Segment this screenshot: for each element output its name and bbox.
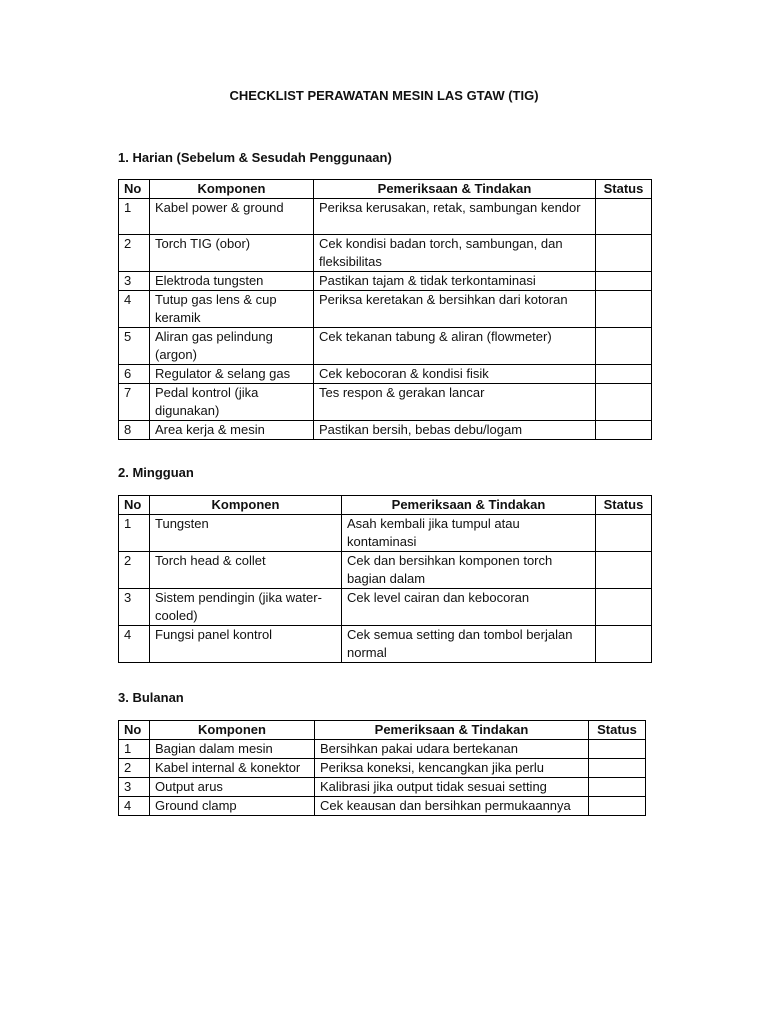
- status-cell[interactable]: [596, 421, 652, 440]
- row-no: 1: [119, 515, 150, 552]
- table-row: [119, 365, 652, 384]
- row-komponen: Tungsten: [150, 515, 342, 552]
- column-header-komponen: Komponen: [150, 180, 314, 199]
- row-tindakan: Kalibrasi jika output tidak sesuai setting: [315, 778, 589, 797]
- status-cell[interactable]: [596, 328, 652, 365]
- column-header-komponen: Komponen: [150, 721, 315, 740]
- row-no: 3: [119, 778, 150, 797]
- column-header-status: Status: [596, 496, 652, 515]
- row-komponen: Aliran gas pelindung (argon): [150, 328, 314, 365]
- page-title: CHECKLIST PERAWATAN MESIN LAS GTAW (TIG): [229, 88, 539, 103]
- column-header-no: No: [119, 180, 150, 199]
- table-row: [119, 552, 652, 589]
- table-row: [119, 778, 646, 797]
- table-header-row: [119, 496, 652, 515]
- row-tindakan: Pastikan bersih, bebas debu/logam: [314, 421, 596, 440]
- row-tindakan: Cek dan bersihkan komponen torch bagian dalam: [342, 552, 596, 589]
- table-row: [119, 199, 652, 235]
- column-header-no: No: [119, 721, 150, 740]
- row-komponen: Torch TIG (obor): [150, 235, 314, 272]
- column-header-pemeriksaan: Pemeriksaan & Tindakan: [314, 180, 596, 199]
- table-header-row: [119, 721, 646, 740]
- status-cell[interactable]: [596, 199, 652, 235]
- row-no: 1: [119, 740, 150, 759]
- row-no: 4: [119, 797, 150, 816]
- column-header-status: Status: [589, 721, 646, 740]
- row-tindakan: Periksa keretakan & bersihkan dari kotoran: [314, 291, 596, 328]
- table-row: [119, 328, 652, 365]
- row-tindakan: Pastikan tajam & tidak terkontaminasi: [314, 272, 596, 291]
- row-tindakan: Periksa koneksi, kencangkan jika perlu: [315, 759, 589, 778]
- row-komponen: Torch head & collet: [150, 552, 342, 589]
- section-title-harian: 1. Harian (Sebelum & Sesudah Penggunaan): [118, 150, 392, 165]
- row-tindakan: Cek keausan dan bersihkan permukaannya: [315, 797, 589, 816]
- table-row: [119, 589, 652, 626]
- row-no: 4: [119, 626, 150, 663]
- status-cell[interactable]: [596, 365, 652, 384]
- row-no: 2: [119, 759, 150, 778]
- row-komponen: Elektroda tungsten: [150, 272, 314, 291]
- status-cell[interactable]: [596, 626, 652, 663]
- row-komponen: Bagian dalam mesin: [150, 740, 315, 759]
- row-tindakan: Periksa kerusakan, retak, sambungan kendor: [314, 199, 596, 235]
- status-cell[interactable]: [596, 272, 652, 291]
- status-cell[interactable]: [589, 778, 646, 797]
- table-row: [119, 515, 652, 552]
- table-row: [119, 797, 646, 816]
- checklist-table-mingguan: [118, 495, 652, 663]
- table-header-row: [119, 180, 652, 199]
- row-no: 7: [119, 384, 150, 421]
- row-komponen: Sistem pendingin (jika water-cooled): [150, 589, 342, 626]
- row-komponen: Pedal kontrol (jika digunakan): [150, 384, 314, 421]
- row-komponen: Kabel power & ground: [150, 199, 314, 235]
- row-no: 4: [119, 291, 150, 328]
- row-komponen: Fungsi panel kontrol: [150, 626, 342, 663]
- row-tindakan: Cek level cairan dan kebocoran: [342, 589, 596, 626]
- row-tindakan: Cek kondisi badan torch, sambungan, dan fleksibilitas: [314, 235, 596, 272]
- table-row: [119, 740, 646, 759]
- row-komponen: Regulator & selang gas: [150, 365, 314, 384]
- column-header-pemeriksaan: Pemeriksaan & Tindakan: [342, 496, 596, 515]
- row-no: 6: [119, 365, 150, 384]
- row-tindakan: Cek semua setting dan tombol berjalan normal: [342, 626, 596, 663]
- row-no: 2: [119, 552, 150, 589]
- row-tindakan: Tes respon & gerakan lancar: [314, 384, 596, 421]
- column-header-komponen: Komponen: [150, 496, 342, 515]
- row-no: 8: [119, 421, 150, 440]
- row-komponen: Output arus: [150, 778, 315, 797]
- table-row: [119, 759, 646, 778]
- section-title-mingguan: 2. Mingguan: [118, 465, 194, 480]
- row-komponen: Area kerja & mesin: [150, 421, 314, 440]
- table-row: [119, 291, 652, 328]
- row-tindakan: Cek kebocoran & kondisi fisik: [314, 365, 596, 384]
- status-cell[interactable]: [596, 589, 652, 626]
- row-no: 5: [119, 328, 150, 365]
- status-cell[interactable]: [596, 552, 652, 589]
- status-cell[interactable]: [589, 759, 646, 778]
- column-header-status: Status: [596, 180, 652, 199]
- column-header-no: No: [119, 496, 150, 515]
- status-cell[interactable]: [589, 740, 646, 759]
- row-tindakan: Cek tekanan tabung & aliran (flowmeter): [314, 328, 596, 365]
- table-row: [119, 626, 652, 663]
- status-cell[interactable]: [596, 515, 652, 552]
- row-no: 2: [119, 235, 150, 272]
- column-header-pemeriksaan: Pemeriksaan & Tindakan: [315, 721, 589, 740]
- checklist-table-bulanan: [118, 720, 646, 816]
- table-row: [119, 272, 652, 291]
- row-komponen: Ground clamp: [150, 797, 315, 816]
- row-no: 3: [119, 272, 150, 291]
- row-tindakan: Asah kembali jika tumpul atau kontaminasi: [342, 515, 596, 552]
- row-tindakan: Bersihkan pakai udara bertekanan: [315, 740, 589, 759]
- checklist-table-harian: [118, 179, 652, 440]
- status-cell[interactable]: [596, 291, 652, 328]
- status-cell[interactable]: [596, 384, 652, 421]
- row-no: 3: [119, 589, 150, 626]
- table-row: [119, 235, 652, 272]
- row-no: 1: [119, 199, 150, 235]
- section-title-bulanan: 3. Bulanan: [118, 690, 184, 705]
- table-row: [119, 421, 652, 440]
- row-komponen: Tutup gas lens & cup keramik: [150, 291, 314, 328]
- row-komponen: Kabel internal & konektor: [150, 759, 315, 778]
- status-cell[interactable]: [589, 797, 646, 816]
- status-cell[interactable]: [596, 235, 652, 272]
- table-row: [119, 384, 652, 421]
